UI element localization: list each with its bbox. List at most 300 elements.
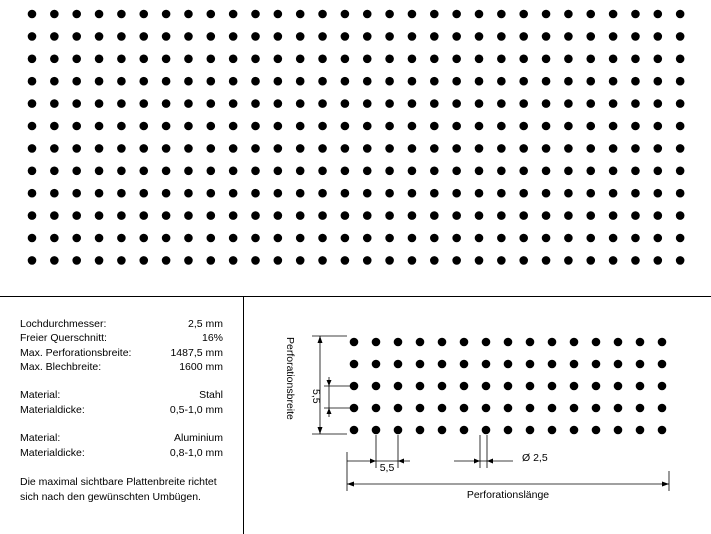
perforation-hole [430,55,439,64]
perforation-hole [318,99,327,108]
perforation-hole [28,122,37,131]
perforation-hole [184,99,193,108]
perforation-hole [50,10,59,19]
perforation-hole [654,234,663,243]
perforation-hole [430,144,439,153]
perforation-hole [318,32,327,41]
perforation-hole [542,211,551,220]
perforation-hole [519,211,528,220]
horizontal-divider [0,296,711,297]
perforation-hole [385,122,394,131]
perforation-hole [117,99,126,108]
perforation-hole [207,77,216,86]
spec-max-perforationsbreite [20,346,223,360]
perforation-hole [676,32,685,41]
detail-hole [592,404,601,413]
perforation-hole [341,122,350,131]
perforation-hole [564,77,573,86]
perforation-hole [184,211,193,220]
detail-hole [372,360,381,369]
spec-label: Material: [20,389,61,402]
perforation-hole [519,55,528,64]
perforation-hole [564,167,573,176]
perforation-hole [519,122,528,131]
perforation-hole [654,77,663,86]
perforation-hole [184,122,193,131]
perforation-hole [385,167,394,176]
perforation-hole [162,189,171,198]
perforation-hole [341,211,350,220]
perforation-hole [341,256,350,265]
perforation-hole [341,32,350,41]
perforation-hole [542,10,551,19]
detail-hole [658,382,667,391]
spec-value: 0,5-1,0 mm [169,403,223,416]
perforation-hole [385,10,394,19]
perforation-hole [385,55,394,64]
perforation-hole [676,10,685,19]
detail-hole [614,382,623,391]
perforation-hole [28,99,37,108]
perforation-hole [251,211,260,220]
perforation-hole [72,167,81,176]
perforation-hole [162,144,171,153]
perforation-hole [475,256,484,265]
perforation-hole [475,144,484,153]
perforation-hole [229,77,238,86]
pitch-vertical-arrow-top [327,380,332,386]
perforation-hole [452,10,461,19]
perforation-hole [452,55,461,64]
perforation-hole [475,211,484,220]
spec-value: 16% [201,332,223,345]
perforation-hole [497,99,506,108]
perforation-hole [542,144,551,153]
perforation-hole [654,99,663,108]
detail-hole [548,360,557,369]
perforation-hole [586,10,595,19]
perforation-hole [318,77,327,86]
perforation-hole [229,234,238,243]
perforation-hole [363,256,372,265]
perforation-hole [318,211,327,220]
detail-hole [658,360,667,369]
perforation-hole [363,122,372,131]
perforation-hole [385,99,394,108]
perforation-hole [139,122,148,131]
detail-hole [614,426,623,435]
perforation-hole [341,77,350,86]
detail-hole [570,360,579,369]
perforation-hole [117,10,126,19]
spec-materialdicke-stahl [20,403,223,417]
perforation-hole [229,211,238,220]
detail-hole [526,382,535,391]
perforation-hole [274,32,283,41]
perforation-hole [139,32,148,41]
perforation-hole [475,99,484,108]
perforation-hole [28,234,37,243]
perforation-hole [341,189,350,198]
perforation-hole [586,211,595,220]
perforation-hole [676,144,685,153]
perforation-hole [162,55,171,64]
perforation-hole [207,99,216,108]
perforation-hole [274,189,283,198]
perforation-hole [408,189,417,198]
perforation-hole [72,32,81,41]
detail-hole [504,360,513,369]
perforation-hole [654,10,663,19]
spec-value: 1487,5 mm [170,346,223,359]
detail-hole [548,404,557,413]
perforation-hole [251,122,260,131]
perforation-hole [676,211,685,220]
hole-pattern-detail-drawing [250,305,690,515]
perforation-hole [631,167,640,176]
perforation-hole [631,234,640,243]
detail-hole [658,404,667,413]
perforation-hole [139,167,148,176]
perforation-hole [586,55,595,64]
perforation-hole [72,211,81,220]
perforation-hole [631,32,640,41]
perforationsbreite-label: Perforationsbreite [284,337,296,420]
perforation-hole [229,122,238,131]
detail-hole [372,426,381,435]
spec-label: Freier Querschnitt: [20,332,107,345]
detail-hole [570,382,579,391]
detail-hole [372,382,381,391]
perforation-hole [586,32,595,41]
perforation-hole [296,167,305,176]
perforation-hole [207,32,216,41]
perforation-hole [631,211,640,220]
perforation-hole [609,189,618,198]
detail-hole [658,426,667,435]
perforation-hole [117,144,126,153]
perforation-hole [609,32,618,41]
perforation-hole [564,32,573,41]
perforation-hole [251,10,260,19]
perforation-hole [497,234,506,243]
perforation-hole [385,234,394,243]
perforation-hole [229,167,238,176]
perforation-hole [609,234,618,243]
detail-hole [614,338,623,347]
perforation-hole [654,144,663,153]
perforation-hole [564,256,573,265]
detail-hole [460,426,469,435]
perforation-hole [229,144,238,153]
perforation-hole [676,189,685,198]
perforation-hole [519,189,528,198]
spec-material-aluminium [20,431,223,445]
perforation-hole [72,122,81,131]
perforation-hole [452,189,461,198]
perforation-hole [318,122,327,131]
perforation-hole [139,99,148,108]
perforation-hole [631,122,640,131]
perforation-hole [497,211,506,220]
perforation-hole [452,99,461,108]
perforation-hole [184,256,193,265]
detail-hole [658,338,667,347]
perforation-hole [207,55,216,64]
perforation-hole [139,234,148,243]
perforation-hole [28,55,37,64]
perforation-hole [251,55,260,64]
perforation-hole [318,55,327,64]
detail-hole [504,426,513,435]
perforation-hole [274,99,283,108]
perforation-hole [95,77,104,86]
spec-lochdurchmesser [20,317,223,331]
perforation-hole [430,10,439,19]
perforation-hole [542,256,551,265]
perforation-hole [50,122,59,131]
perforation-hole [542,32,551,41]
perforation-hole [184,167,193,176]
perforation-hole [385,144,394,153]
detail-hole [548,426,557,435]
spec-value: 1600 mm [179,360,223,373]
perforation-hole [72,234,81,243]
detail-hole [526,404,535,413]
perforation-hole [72,189,81,198]
perforation-hole [162,167,171,176]
perforation-hole [95,211,104,220]
perforation-hole [251,256,260,265]
perforation-hole [542,189,551,198]
perforation-hole [162,77,171,86]
perforation-hole [207,234,216,243]
perforation-hole [274,55,283,64]
perforation-hole [72,55,81,64]
diameter-arrow-left [474,459,480,464]
perforation-hole [274,144,283,153]
perforation-hole [408,234,417,243]
perforation-hole [586,167,595,176]
detail-hole [438,382,447,391]
perforation-hole [452,144,461,153]
perforation-hole [95,99,104,108]
perforation-hole [318,189,327,198]
perforation-hole [519,10,528,19]
perforation-hole [475,10,484,19]
perforation-hole [207,256,216,265]
perforation-hole [430,189,439,198]
detail-hole [592,338,601,347]
perforation-hole [408,55,417,64]
perforation-hole [452,211,461,220]
perforation-hole [296,256,305,265]
perforation-hole [117,122,126,131]
perforation-hole [452,122,461,131]
detail-hole [460,382,469,391]
perforation-hole [207,167,216,176]
perforation-hole [72,10,81,19]
perforation-hole [430,99,439,108]
perforation-hole [95,32,104,41]
perforation-hole [363,55,372,64]
perforation-hole [676,122,685,131]
detail-hole [460,360,469,369]
perforation-hole [408,167,417,176]
perforation-hole [676,77,685,86]
perforation-hole [363,77,372,86]
perforation-hole [654,55,663,64]
perforation-hole [72,144,81,153]
perforation-hole [207,211,216,220]
perforation-hole [184,144,193,153]
perforation-hole [50,189,59,198]
perforation-hole [274,77,283,86]
perforation-hole [117,256,126,265]
perforation-hole [430,77,439,86]
perforation-hole [184,10,193,19]
detail-hole [482,404,491,413]
plate-width-note: Die maximal sichtbare Plattenbreite richtet sich nach den gewünschten Umbügen. [20,476,217,503]
spec-material-stahl [20,388,223,402]
perforation-hole [274,211,283,220]
perforation-hole [28,167,37,176]
perforation-hole [676,99,685,108]
perforation-hole [631,99,640,108]
perforation-hole [408,32,417,41]
perforation-hole [452,256,461,265]
detail-hole [592,426,601,435]
detail-hole [372,338,381,347]
perforation-hole [28,77,37,86]
detail-hole [636,404,645,413]
perforation-hole [519,167,528,176]
detail-hole [504,382,513,391]
perforation-hole [50,55,59,64]
perforation-hole [95,10,104,19]
perforation-hole [519,256,528,265]
perforation-hole [475,167,484,176]
perforation-hole [497,144,506,153]
detail-hole [526,426,535,435]
perforation-hole [363,189,372,198]
spec-label: Max. Blechbreite: [20,360,102,373]
detail-hole [372,404,381,413]
detail-hole [438,360,447,369]
perforation-hole [296,99,305,108]
detail-hole [592,382,601,391]
perforation-hole [162,10,171,19]
perforation-hole [184,189,193,198]
detail-hole [526,338,535,347]
perforation-hole [296,77,305,86]
perforation-hole [430,256,439,265]
perforation-hole [184,234,193,243]
perforation-hole [50,144,59,153]
breite-arrow-top [318,336,323,343]
perforation-hole [28,189,37,198]
perforation-hole [50,256,59,265]
perforation-hole [475,77,484,86]
perforation-hole [341,167,350,176]
perforation-hole [609,122,618,131]
detail-hole [438,426,447,435]
perforation-hole [408,99,417,108]
perforation-hole [341,234,350,243]
perforation-hole [497,189,506,198]
detail-hole [438,338,447,347]
perforation-hole [475,55,484,64]
perforation-hole [654,167,663,176]
perforation-hole [497,32,506,41]
perforation-hole [676,256,685,265]
perforation-hole [229,10,238,19]
pitch-horizontal-arrow-left [370,459,376,464]
perforation-hole [519,77,528,86]
perforation-hole [408,10,417,19]
perforation-hole [564,211,573,220]
perforation-hole [654,256,663,265]
perforation-hole [430,211,439,220]
perforation-hole [408,144,417,153]
perforation-hole [95,189,104,198]
spec-value: Aluminium [173,432,223,445]
detail-hole [526,360,535,369]
perforation-hole [207,144,216,153]
vertical-divider [243,296,244,534]
detail-hole [482,360,491,369]
perforation-hole [363,234,372,243]
perforation-hole [609,167,618,176]
perforation-hole [251,234,260,243]
perforation-hole [251,189,260,198]
perforation-hole [452,234,461,243]
perforation-hole [184,77,193,86]
perforation-hole [586,189,595,198]
perforation-hole [162,256,171,265]
perforation-hole [229,32,238,41]
detail-hole-grid [350,338,667,435]
perforation-hole [229,99,238,108]
perforation-hole [676,167,685,176]
detail-hole [394,404,403,413]
detail-hole [570,338,579,347]
perforation-hole [564,10,573,19]
detail-hole [592,360,601,369]
perforation-hole [117,211,126,220]
perforation-hole [609,77,618,86]
perforation-hole [564,144,573,153]
perforation-hole [408,211,417,220]
pitch-vertical-arrow-bottom [327,408,332,414]
perforation-hole [251,77,260,86]
perforation-hole [318,144,327,153]
perforation-hole [631,77,640,86]
detail-hole [394,360,403,369]
perforation-hole [95,55,104,64]
perforation-hole [50,99,59,108]
detail-hole [482,382,491,391]
perforation-hole [363,144,372,153]
detail-hole [570,404,579,413]
perforation-hole [139,211,148,220]
detail-hole [416,338,425,347]
perforation-hole [542,55,551,64]
perforation-hole [408,256,417,265]
pitch-horizontal-label: 5,5 [379,462,395,474]
perforation-hole [296,55,305,64]
perforation-hole [207,122,216,131]
